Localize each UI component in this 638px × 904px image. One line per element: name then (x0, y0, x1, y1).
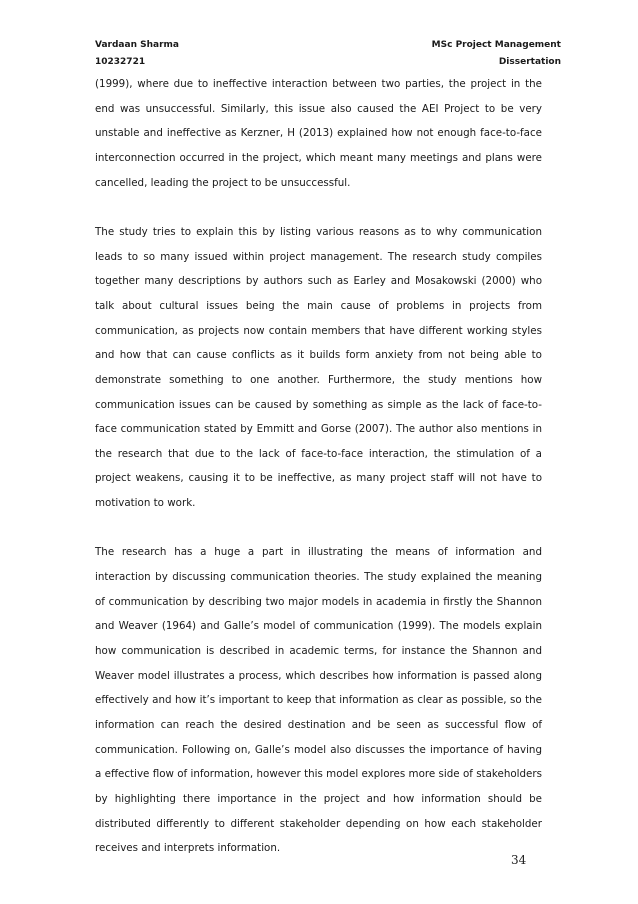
body-text (95, 72, 542, 861)
paragraph-2: The study tries to explain this by listing various reasons as to why communication leads to so many issued within project management. The research study compiles together many descriptions by authors such as Earley and Mosakowski (2000) who talk about cultural issues being the main cause of problems in projects from communication, as projects now contain members that have different working styles and how that can cause conflicts as it builds form anxiety from not being able to demonstrate something to one another. Furthermore, the study mentions how communication issues can be caused by something as simple as the lack of face-to-face communication stated by Emmitt and Gorse (2007). The author also mentions in the research that due to the lack of face-to-face interaction, the stimulation of a project weakens, causing it to be ineffective, as many project staff will not have to motivation to work. (95, 225, 542, 510)
header-left-block (95, 37, 179, 71)
author-name: Vardaan Sharma (95, 40, 179, 50)
document-type: Dissertation (498, 57, 561, 67)
student-id: 10232721 (95, 57, 146, 67)
paragraph-3: The research has a huge a part in illustrating the means of information and interaction by discussing communication theories. The study explained the meaning of communication by describing two major models in academia in firstly the Shannon and Weaver (1964) and Galle’s model of communication (1999). The models explain how communication is described in academic terms, for instance the Shannon and Weaver model illustrates a process, which describes how information is passed along effectively and how it’s important to keep that information as clear as possible, so the information can reach the desired destination and be seen as successful flow of communication. Following on, Galle’s model also discusses the importance of having a effective flow of information, however this model explores more side of stakeholders by highlighting there importance in the project and how information should be distributed differently to different stakeholder depending on how each stakeholder receives and interprets information. (95, 546, 542, 855)
paragraph-1: (1999), where due to ineffective interaction between two parties, the project in the end was unsuccessful. Similarly, this issue also caused the AEI Project to be very unstable and ineffective as Kerzner, H (2013) explained how not enough face-to-face interconnection occurred in the project, which meant many meetings and plans were cancelled, leading the project to be unsuccessful. (95, 78, 542, 189)
programme-name: MSc Project Management (431, 40, 561, 50)
header-right-block (432, 37, 561, 71)
page-number: 34 (511, 853, 527, 867)
